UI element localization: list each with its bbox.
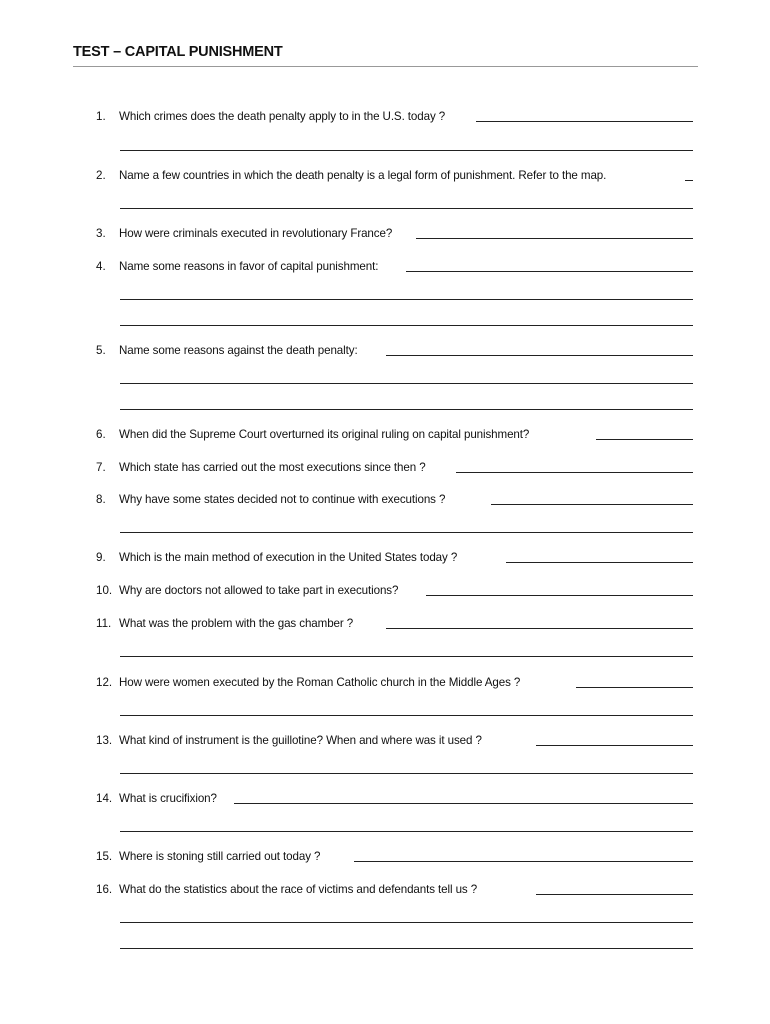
answer-blank[interactable] [406, 271, 693, 272]
question-number: 14. [96, 792, 113, 805]
question-number: 4. [96, 260, 106, 273]
question-number: 1. [96, 110, 106, 123]
question-text: Name a few countries in which the death penalty is a legal form of punishment. Refer to the map. [119, 169, 607, 182]
answer-blank[interactable] [506, 562, 693, 563]
question-text: Why have some states decided not to continue with executions ? [119, 493, 446, 506]
answer-line[interactable] [120, 773, 693, 774]
question-14 [96, 791, 693, 807]
question-text: Which is the main method of execution in the United States today ? [119, 551, 458, 564]
answer-line[interactable] [120, 383, 693, 384]
answer-line[interactable] [120, 208, 693, 209]
answer-line[interactable] [120, 532, 693, 533]
question-13 [96, 733, 693, 749]
answer-blank[interactable] [476, 121, 693, 122]
question-16 [96, 882, 693, 898]
question-text: When did the Supreme Court overturned its original ruling on capital punishment? [119, 428, 530, 441]
answer-blank[interactable] [456, 472, 693, 473]
question-15 [96, 849, 693, 865]
answer-line[interactable] [120, 409, 693, 410]
question-number: 9. [96, 551, 106, 564]
question-number: 12. [96, 676, 113, 689]
question-number: 16. [96, 883, 113, 896]
question-number: 2. [96, 169, 106, 182]
question-number: 11. [96, 617, 112, 630]
question-number: 15. [96, 850, 113, 863]
question-7 [96, 460, 693, 476]
answer-line[interactable] [120, 150, 693, 151]
question-number: 3. [96, 227, 106, 240]
answer-blank[interactable] [576, 687, 693, 688]
question-10 [96, 583, 693, 599]
question-number: 8. [96, 493, 106, 506]
answer-line[interactable] [120, 831, 693, 832]
question-1 [96, 109, 693, 125]
question-text: What do the statistics about the race of victims and defendants tell us ? [119, 883, 478, 896]
question-text: Which crimes does the death penalty apply to in the U.S. today ? [119, 110, 446, 123]
answer-blank[interactable] [386, 355, 693, 356]
answer-blank[interactable] [536, 894, 693, 895]
question-number: 5. [96, 344, 106, 357]
question-9 [96, 550, 693, 566]
answer-blank[interactable] [536, 745, 693, 746]
question-8 [96, 492, 693, 508]
answer-blank[interactable] [596, 439, 693, 440]
title-divider [73, 66, 698, 67]
answer-line[interactable] [120, 656, 693, 657]
answer-blank[interactable] [685, 180, 693, 181]
answer-blank[interactable] [416, 238, 693, 239]
answer-blank[interactable] [234, 803, 693, 804]
answer-line[interactable] [120, 922, 693, 923]
answer-line[interactable] [120, 948, 693, 949]
answer-line[interactable] [120, 325, 693, 326]
question-text: How were criminals executed in revolutionary France? [119, 227, 393, 240]
question-text: Where is stoning still carried out today ? [119, 850, 321, 863]
question-text: What kind of instrument is the guillotine? When and where was it used ? [119, 734, 482, 747]
question-number: 13. [96, 734, 113, 747]
question-text: What is crucifixion? [119, 792, 217, 805]
question-text: Which state has carried out the most executions since then ? [119, 461, 426, 474]
question-number: 7. [96, 461, 106, 474]
answer-line[interactable] [120, 299, 693, 300]
answer-line[interactable] [120, 715, 693, 716]
question-2 [96, 168, 693, 184]
answer-blank[interactable] [354, 861, 693, 862]
answer-blank[interactable] [491, 504, 693, 505]
page-title: TEST – CAPITAL PUNISHMENT [73, 44, 283, 60]
answer-blank[interactable] [386, 628, 693, 629]
answer-blank[interactable] [426, 595, 693, 596]
question-3 [96, 226, 693, 242]
question-12 [96, 675, 693, 691]
question-text: Why are doctors not allowed to take part in executions? [119, 584, 399, 597]
question-11 [96, 616, 693, 632]
question-number: 6. [96, 428, 106, 441]
question-text: How were women executed by the Roman Catholic church in the Middle Ages ? [119, 676, 521, 689]
question-text: What was the problem with the gas chamber ? [119, 617, 354, 630]
question-text: Name some reasons in favor of capital punishment: [119, 260, 379, 273]
question-4 [96, 259, 693, 275]
question-text: Name some reasons against the death penalty: [119, 344, 358, 357]
question-6 [96, 427, 693, 443]
question-number: 10. [96, 584, 113, 597]
question-5 [96, 343, 693, 359]
